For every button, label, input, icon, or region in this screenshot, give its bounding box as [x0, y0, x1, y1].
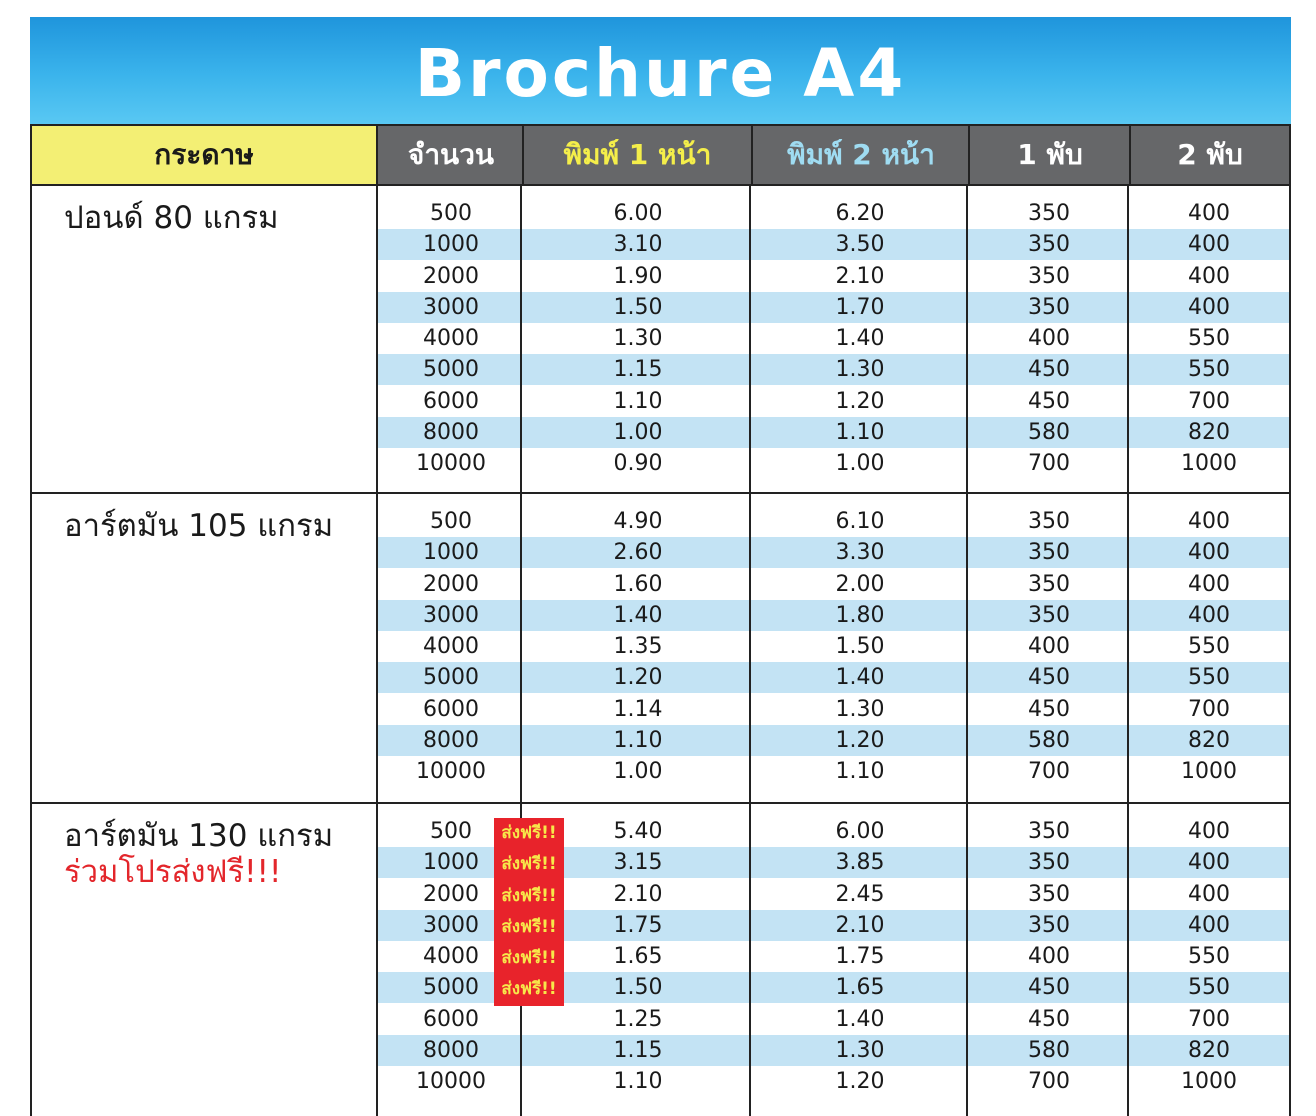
cell-qty: 3000: [423, 294, 479, 320]
cell-qty: 1000: [423, 850, 479, 876]
cell-qty: 10000: [416, 759, 486, 784]
cell-f1: 700: [1028, 759, 1070, 784]
table-row: [378, 261, 1289, 292]
cell-p2: 1.40: [835, 326, 885, 351]
paper-type-label: อาร์ตมัน 130 แกรม: [64, 818, 334, 854]
cell-f1: 580: [1028, 419, 1070, 445]
cell-f2: 400: [1188, 263, 1230, 289]
table-row: [378, 600, 1289, 631]
cell-p1: 1.65: [613, 944, 663, 969]
cell-p1: 1.15: [613, 357, 663, 383]
cell-p1: 1.00: [613, 419, 663, 445]
cell-f2: 550: [1188, 634, 1230, 659]
cell-f1: 350: [1028, 850, 1070, 876]
table-row: [378, 756, 1289, 787]
cell-f2: 700: [1188, 696, 1230, 722]
table-row: [378, 229, 1289, 260]
cell-p1: 1.00: [613, 759, 663, 784]
cell-f1: 580: [1028, 1037, 1070, 1063]
cell-p2: 3.30: [835, 540, 885, 566]
cell-p2: 1.70: [835, 294, 885, 320]
table-row: [378, 448, 1289, 479]
cell-f2: 700: [1188, 1006, 1230, 1032]
cell-f1: 350: [1028, 540, 1070, 566]
cell-p2: 2.00: [835, 571, 885, 597]
free-shipping-badge-text: ส่งฟรี!!: [501, 885, 557, 906]
table-row: [378, 537, 1289, 568]
header-print-2-side: พิมพ์ 2 หน้า: [751, 126, 969, 184]
cell-p2: 1.80: [835, 602, 885, 628]
paper-type-label: อาร์ตมัน 105 แกรม: [64, 508, 334, 544]
cell-qty: 500: [430, 201, 472, 226]
cell-qty: 6000: [423, 696, 479, 722]
cell-f1: 450: [1028, 975, 1070, 1001]
cell-f2: 820: [1188, 727, 1230, 753]
cell-f2: 400: [1188, 294, 1230, 320]
table-row: [378, 323, 1289, 354]
cell-p1: 1.10: [613, 388, 663, 414]
table-header: [32, 124, 1289, 186]
cell-p1: 1.75: [613, 912, 663, 938]
column-divider: [520, 494, 522, 802]
table-row: [378, 506, 1289, 537]
title-banner: [30, 17, 1291, 124]
cell-f2: 820: [1188, 419, 1230, 445]
cell-p1: 2.60: [613, 540, 663, 566]
cell-qty: 4000: [423, 326, 479, 351]
cell-qty: 6000: [423, 1006, 479, 1032]
free-shipping-promo-label: ร่วมโปรส่งฟรี!!!: [64, 854, 282, 890]
cell-p1: 1.50: [613, 294, 663, 320]
cell-p1: 1.10: [613, 1069, 663, 1094]
cell-p2: 1.10: [835, 419, 885, 445]
cell-f2: 700: [1188, 388, 1230, 414]
cell-f1: 350: [1028, 881, 1070, 907]
cell-qty: 3000: [423, 912, 479, 938]
free-shipping-badge-text: ส่งฟรี!!: [501, 823, 557, 843]
cell-qty: 500: [430, 819, 472, 844]
cell-f2: 1000: [1181, 451, 1237, 476]
cell-f1: 350: [1028, 602, 1070, 628]
cell-p2: 1.50: [835, 634, 885, 659]
column-divider: [749, 494, 751, 802]
cell-f1: 350: [1028, 912, 1070, 938]
cell-qty: 5000: [423, 975, 479, 1001]
cell-p1: 1.40: [613, 602, 663, 628]
cell-p1: 1.15: [613, 1037, 663, 1063]
cell-qty: 1000: [423, 540, 479, 566]
table-row: [378, 694, 1289, 725]
header-print-1-side: พิมพ์ 1 หน้า: [522, 126, 751, 184]
column-divider: [749, 186, 751, 492]
column-divider: [1127, 494, 1129, 802]
cell-f2: 550: [1188, 357, 1230, 383]
cell-p2: 1.20: [835, 727, 885, 753]
cell-f2: 400: [1188, 509, 1230, 534]
cell-p2: 1.20: [835, 388, 885, 414]
cell-qty: 3000: [423, 602, 479, 628]
table-row: [378, 631, 1289, 662]
table-row: [378, 1035, 1289, 1066]
cell-p1: 1.20: [613, 665, 663, 691]
cell-f1: 400: [1028, 326, 1070, 351]
cell-p2: 6.00: [835, 819, 885, 844]
cell-f1: 400: [1028, 634, 1070, 659]
cell-p2: 6.20: [835, 201, 885, 226]
column-divider: [520, 186, 522, 492]
header-quantity: จำนวน: [407, 138, 495, 171]
header-fold-1: 1 พับ: [968, 126, 1130, 184]
cell-p1: 0.90: [613, 451, 663, 476]
cell-f1: 400: [1028, 944, 1070, 969]
cell-p1: 1.25: [613, 1006, 663, 1032]
cell-f2: 550: [1188, 665, 1230, 691]
cell-qty: 4000: [423, 944, 479, 969]
cell-f1: 350: [1028, 571, 1070, 597]
paper-section: [32, 494, 1289, 804]
cell-f2: 550: [1188, 975, 1230, 1001]
paper-type-label: ปอนด์ 80 แกรม: [64, 200, 279, 236]
page-title: Brochure A4: [414, 35, 907, 112]
table-row: [378, 386, 1289, 417]
cell-f1: 350: [1028, 263, 1070, 289]
free-shipping-badge: [494, 818, 564, 1006]
cell-p2: 1.65: [835, 975, 885, 1001]
cell-f1: 450: [1028, 1006, 1070, 1032]
table-row: [378, 569, 1289, 600]
cell-f1: 350: [1028, 819, 1070, 844]
cell-f1: 350: [1028, 294, 1070, 320]
cell-qty: 8000: [423, 1037, 479, 1063]
cell-f2: 1000: [1181, 1069, 1237, 1094]
cell-f2: 400: [1188, 912, 1230, 938]
free-shipping-badge-text: ส่งฟรี!!: [501, 916, 557, 937]
cell-p2: 6.10: [835, 509, 885, 534]
header-paper: กระดาษ: [32, 126, 378, 184]
table-row: [378, 662, 1289, 693]
cell-f2: 1000: [1181, 759, 1237, 784]
table-row: [378, 354, 1289, 385]
column-divider: [1127, 186, 1129, 492]
cell-f2: 820: [1188, 1037, 1230, 1063]
column-divider: [749, 804, 751, 1116]
table-row: [378, 725, 1289, 756]
free-shipping-badge-text: ส่งฟรี!!: [501, 854, 557, 875]
cell-p1: 1.30: [613, 326, 663, 351]
cell-qty: 8000: [423, 419, 479, 445]
cell-f2: 400: [1188, 540, 1230, 566]
cell-p1: 1.90: [613, 263, 663, 289]
column-divider: [376, 494, 378, 802]
cell-p2: 1.40: [835, 665, 885, 691]
cell-qty: 6000: [423, 388, 479, 414]
column-divider: [966, 494, 968, 802]
cell-p1: 2.10: [613, 881, 663, 907]
cell-f1: 350: [1028, 509, 1070, 534]
cell-f1: 450: [1028, 665, 1070, 691]
cell-f1: 450: [1028, 357, 1070, 383]
cell-p1: 6.00: [613, 201, 663, 226]
cell-p1: 3.15: [613, 850, 663, 876]
cell-p2: 1.75: [835, 944, 885, 969]
cell-p2: 1.20: [835, 1069, 885, 1094]
cell-p2: 2.10: [835, 912, 885, 938]
cell-f1: 450: [1028, 696, 1070, 722]
cell-p2: 3.85: [835, 850, 885, 876]
table-row: [378, 292, 1289, 323]
cell-p1: 1.50: [613, 975, 663, 1001]
cell-p1: 5.40: [613, 819, 663, 844]
cell-qty: 5000: [423, 357, 479, 383]
cell-p2: 1.30: [835, 357, 885, 383]
cell-p2: 2.10: [835, 263, 885, 289]
cell-qty: 8000: [423, 727, 479, 753]
cell-p2: 3.50: [835, 232, 885, 258]
free-shipping-badge-text: ส่งฟรี!!: [501, 948, 557, 968]
table-row: [378, 1004, 1289, 1035]
price-table: [30, 124, 1291, 1116]
cell-f1: 350: [1028, 232, 1070, 258]
cell-qty: 2000: [423, 263, 479, 289]
column-divider: [966, 186, 968, 492]
cell-f1: 700: [1028, 451, 1070, 476]
column-divider: [376, 804, 378, 1116]
cell-qty: 500: [430, 509, 472, 534]
cell-f1: 450: [1028, 388, 1070, 414]
cell-f2: 400: [1188, 881, 1230, 907]
paper-section: [32, 186, 1289, 494]
cell-p2: 1.30: [835, 1037, 885, 1063]
cell-p2: 2.45: [835, 881, 885, 907]
cell-f2: 400: [1188, 201, 1230, 226]
cell-qty: 5000: [423, 665, 479, 691]
cell-qty: 4000: [423, 634, 479, 659]
cell-f2: 400: [1188, 232, 1230, 258]
cell-qty: 2000: [423, 571, 479, 597]
cell-f1: 580: [1028, 727, 1070, 753]
paper-section: [32, 804, 1289, 1116]
cell-p1: 1.10: [613, 727, 663, 753]
table-row: [378, 198, 1289, 229]
cell-qty: 10000: [416, 451, 486, 476]
column-divider: [966, 804, 968, 1116]
cell-qty: 10000: [416, 1069, 486, 1094]
cell-f2: 400: [1188, 571, 1230, 597]
cell-f2: 400: [1188, 819, 1230, 844]
free-shipping-badge-text: ส่งฟรี!!: [501, 979, 557, 1000]
cell-f2: 550: [1188, 326, 1230, 351]
cell-p1: 3.10: [613, 232, 663, 258]
cell-f1: 350: [1028, 201, 1070, 226]
cell-p1: 4.90: [613, 509, 663, 534]
cell-p2: 1.10: [835, 759, 885, 784]
cell-p2: 1.00: [835, 451, 885, 476]
cell-p2: 1.30: [835, 696, 885, 722]
cell-p1: 1.35: [613, 634, 663, 659]
table-row: [378, 417, 1289, 448]
cell-f2: 550: [1188, 944, 1230, 969]
cell-p2: 1.40: [835, 1006, 885, 1032]
cell-p1: 1.14: [613, 696, 663, 722]
header-fold-2: 2 พับ: [1129, 126, 1289, 184]
column-divider: [1127, 804, 1129, 1116]
cell-f2: 400: [1188, 602, 1230, 628]
table-row: [378, 1066, 1289, 1097]
cell-f2: 400: [1188, 850, 1230, 876]
cell-qty: 2000: [423, 881, 479, 907]
column-divider: [376, 186, 378, 492]
cell-f1: 700: [1028, 1069, 1070, 1094]
cell-qty: 1000: [423, 232, 479, 258]
cell-p1: 1.60: [613, 571, 663, 597]
